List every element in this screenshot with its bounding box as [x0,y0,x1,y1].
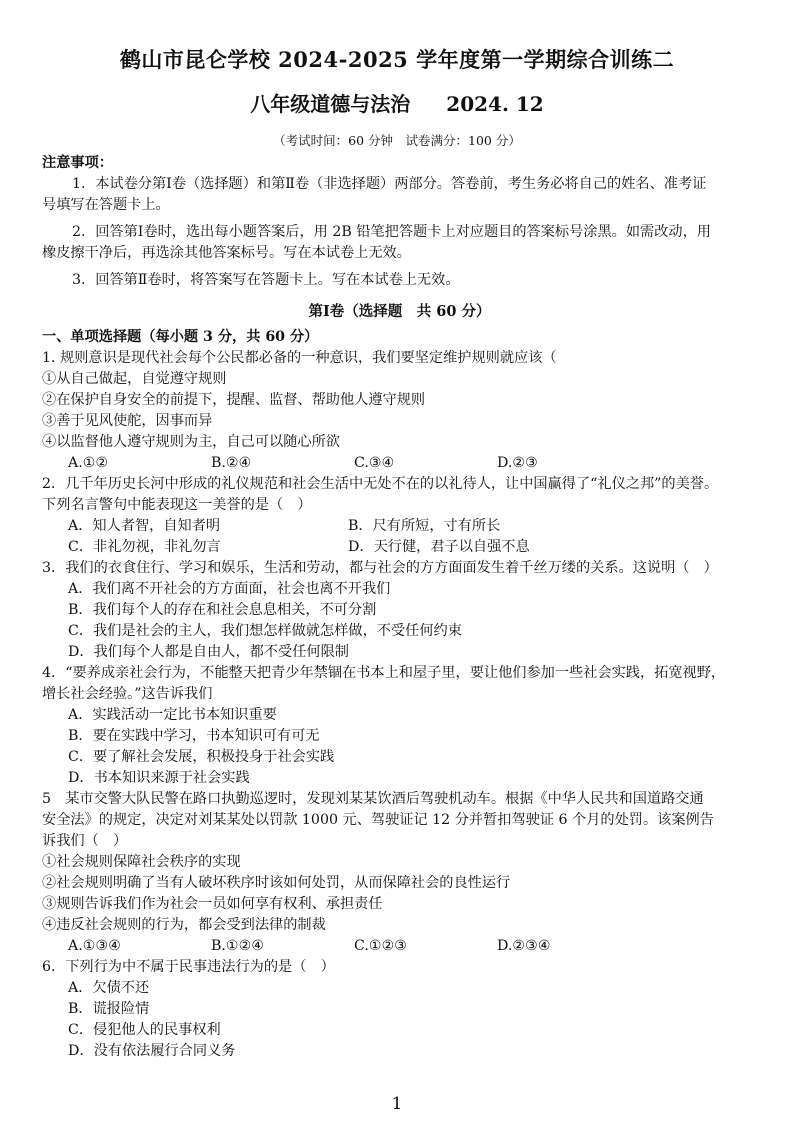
option-c: C.③④ [354,455,395,471]
option-d: D.②③④ [497,938,551,954]
question-2-stem: 2．几千年历史长河中形成的礼仪规范和社会生活中无处不在的以礼待人，让中国赢得了“礼仪之邦”的美誉。 [42,476,719,492]
exam-subtitle [0,88,794,117]
option-c: C．要了解社会发展，积极投身于社会实践 [68,749,335,765]
option-b: B．我们每个人的存在和社会息息相关，不可分割 [68,602,377,618]
note-item-3: 3．回答第Ⅱ卷时，将答案写在答题卡上。写在本试卷上无效。 [72,272,460,288]
question-1-statement: ②在保护自身安全的前提下，提醒、监督、帮助他人遵守规则 [42,392,426,408]
exam-date: 2024. 12 [446,92,544,116]
option-c: C．我们是社会的主人，我们想怎样做就怎样做，不受任何约束 [68,623,462,639]
note-item-1: 1．本试卷分第Ⅰ卷（选择题）和第Ⅱ卷（非选择题）两部分。答卷前，考生务必将自己的姓名、准考证 [72,176,707,192]
question-1-statement: ①从自己做起，自觉遵守规则 [42,371,227,387]
subject-label: 八年级道德与法治 [250,92,411,116]
question-6-stem: 6．下列行为中不属于民事违法行为的是（ ） [42,959,335,975]
question-2-stem-cont: 下列名言警句中能表现这一美誉的是（ ） [42,497,312,513]
exam-meta: （考试时间：60 分钟 试卷满分：100 分） [273,133,521,148]
option-d: D．天行健，君子以自强不息 [348,539,530,555]
notes-heading: 注意事项： [42,155,113,171]
section-title: 第Ⅰ卷（选择题 共 60 分） [308,303,491,320]
question-4-stem-cont: 增长社会经验。”这告诉我们 [42,686,213,702]
note-item-2: 2．回答第Ⅰ卷时，选出每小题答案后，用 2B 铅笔把答题卡上对应题目的答案标号涂黑。如需改动，用 [72,224,711,240]
page-number: 1 [391,1094,403,1114]
question-5-options [42,936,757,957]
exam-body [42,153,757,1062]
option-c: C.①②③ [354,938,408,954]
option-a: A．欠债不还 [68,980,150,996]
question-1-statement: ③善于见风使舵，因事而异 [42,413,213,429]
option-b: B．尺有所短，寸有所长 [348,518,501,534]
option-c: C．非礼勿视，非礼勿言 [68,539,221,555]
question-3-stem: 3．我们的衣食住行、学习和娱乐，生活和劳动，都与社会的方方面面发生着千丝万缕的关系。这说明（ ） [42,560,718,576]
question-1-options [42,453,757,474]
question-2-options [42,537,757,558]
option-a: A．知人者智，自知者明 [68,518,221,534]
note-item-2-cont: 橡皮擦干净后，再选涂其他答案标号。写在本试卷上无效。 [42,245,411,261]
exam-title: 鹤山市昆仑学校 2024-2025 学年度第一学期综合训练二 [119,47,675,72]
question-5-statement: ②社会规则明确了当有人破坏秩序时该如何处罚，从而保障社会的良性运行 [42,875,511,891]
note-item-1-cont: 号填写在答题卡上。 [42,197,170,213]
question-1-statement: ④以监督他人遵守规则为主，自己可以随心所欲 [42,434,340,450]
option-a: A.①③④ [68,938,121,954]
question-2-options [42,516,757,537]
question-5-statement: ④违反社会规则的行为，都会受到法律的制裁 [42,917,326,933]
question-1-stem: 1. 规则意识是现代社会每个公民都必备的一种意识，我们要坚定维护规则就应该（ [42,350,557,366]
option-c: C．侵犯他人的民事权利 [68,1022,221,1038]
option-d: D.②③ [497,455,538,471]
question-5-stem-cont: 安全法》的规定，决定对刘某某处以罚款 1000 元、驾驶证记 12 分并暂扣驾驶证 6 个月的处罚。该案例告 [42,812,714,828]
option-a: A．我们离不开社会的方方面面，社会也离不开我们 [68,581,391,597]
option-b: B．要在实践中学习，书本知识可有可无 [68,728,320,744]
question-5-stem: 5 某市交警大队民警在路口执勤巡逻时，发现刘某某饮酒后驾驶机动车。根据《中华人民共和国道路交通 [42,791,704,807]
option-d: D．书本知识来源于社会实践 [68,770,250,786]
option-b: B.②④ [211,455,252,471]
option-a: A.①② [68,455,109,471]
option-a: A．实践活动一定比书本知识重要 [68,707,277,723]
option-b: B．谎报险情 [68,1001,150,1017]
part-heading: 一、单项选择题（每小题 3 分，共 60 分） [42,329,319,345]
option-d: D．没有依法履行合同义务 [68,1043,236,1059]
question-5-statement: ③规则告诉我们作为社会一员如何享有权利、承担责任 [42,896,383,912]
question-5-statement: ①社会规则保障社会秩序的实现 [42,854,241,870]
option-b: B.①②④ [211,938,265,954]
option-d: D．我们每个人都是自由人，都不受任何限制 [68,644,349,660]
question-4-stem: 4．“要养成亲社会行为，不能整天把青少年禁锢在书本上和屋子里，要让他们参加一些社会实践，拓宽视野， [42,665,726,681]
question-5-stem-cont: 诉我们（ ） [42,833,128,849]
